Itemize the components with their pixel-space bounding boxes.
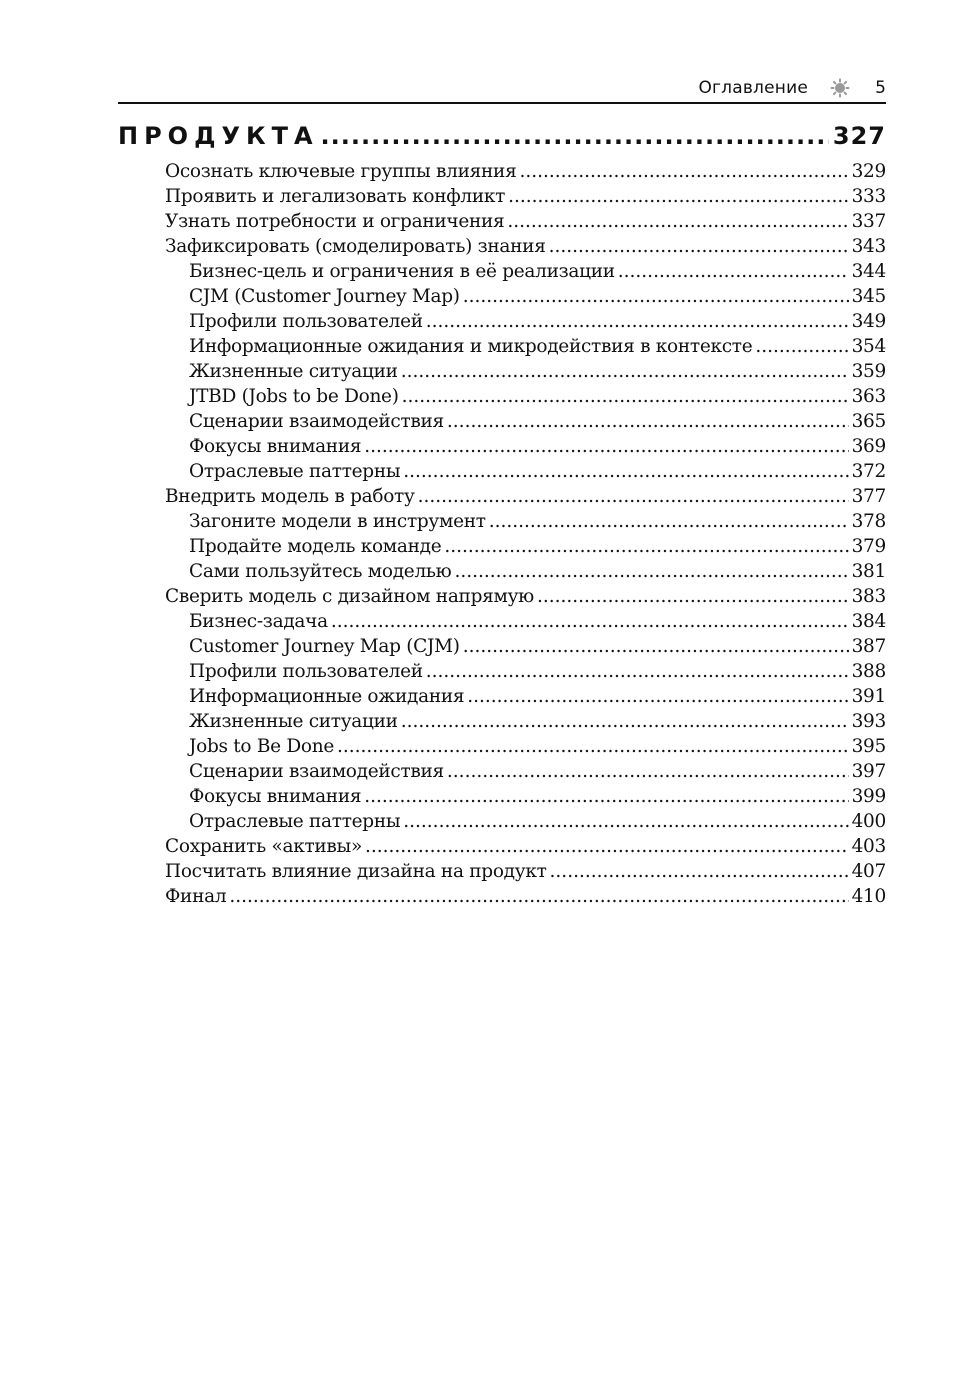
toc-entry[interactable] <box>165 884 886 909</box>
dot-leader <box>444 534 848 559</box>
dot-leader <box>331 609 849 634</box>
dot-leader <box>463 284 849 309</box>
toc-entry-title: Внедрить модель в работу <box>165 486 415 507</box>
toc-entry[interactable] <box>189 809 886 834</box>
dot-leader <box>549 234 849 259</box>
toc-entry[interactable] <box>189 559 886 584</box>
dot-leader <box>426 659 849 684</box>
dot-leader <box>489 509 849 534</box>
toc-entry-title: Зафиксировать (смоделировать) знания <box>165 236 546 257</box>
toc-entry-title: Проявить и легализовать конфликт <box>165 186 506 207</box>
dot-leader <box>337 734 849 759</box>
toc-entry[interactable] <box>189 509 886 534</box>
toc-entry-page: 329 <box>851 161 886 182</box>
toc-entry[interactable] <box>189 784 886 809</box>
dot-leader <box>401 359 849 384</box>
dot-leader <box>618 259 849 284</box>
toc-entry[interactable] <box>189 759 886 784</box>
toc-entry[interactable] <box>165 184 886 209</box>
dot-leader <box>507 209 848 234</box>
toc-entry-title: Профили пользователей <box>189 311 423 332</box>
toc-entry-page: 397 <box>851 761 886 782</box>
toc-entry-title: Фокусы внимания <box>189 436 362 457</box>
toc-entry-page: 388 <box>851 661 886 682</box>
toc-entry-title: Жизненные ситуации <box>189 361 398 382</box>
toc-entry-title: Бизнес-цель и ограничения в её реализации <box>189 261 615 282</box>
toc-entry-page: 403 <box>851 836 886 857</box>
toc-entry-title: JTBD (Jobs to be Done) <box>189 386 399 407</box>
toc-entry-page: 395 <box>851 736 886 757</box>
toc-entry[interactable] <box>189 284 886 309</box>
toc-entry[interactable] <box>165 484 886 509</box>
toc-entry-page: 337 <box>851 211 886 232</box>
toc-entry-title: Продайте модель команде <box>189 536 442 557</box>
dot-leader <box>447 759 849 784</box>
toc-entry-title: Сценарии взаимодействия <box>189 761 444 782</box>
toc-entry[interactable] <box>189 534 886 559</box>
toc-entry-title: Жизненные ситуации <box>189 711 398 732</box>
part-title: ПРОДУКТА <box>118 122 319 150</box>
toc-entry-title: Сохранить «активы» <box>165 836 362 857</box>
dot-leader <box>418 484 849 509</box>
toc-entry[interactable] <box>189 409 886 434</box>
toc-entry-page: 377 <box>851 486 886 507</box>
dot-leader <box>467 684 848 709</box>
toc-entry-page: 333 <box>851 186 886 207</box>
toc-entry[interactable] <box>165 834 886 859</box>
toc-entry[interactable] <box>189 709 886 734</box>
toc-entry-title: Отраслевые паттерны <box>189 811 401 832</box>
toc-entry-page: 345 <box>851 286 886 307</box>
toc-entry-title: Фокусы внимания <box>189 786 362 807</box>
dot-leader <box>508 184 848 209</box>
toc-entry-title: Информационные ожидания и микродействия в контексте <box>189 336 753 357</box>
toc-entry-page: 349 <box>851 311 886 332</box>
dot-leader <box>321 122 829 150</box>
sun-icon <box>830 78 850 98</box>
toc-entry-title: Финал <box>165 886 227 907</box>
page-number: 5 <box>875 78 886 98</box>
toc-entry-page: 387 <box>851 636 886 657</box>
running-header-title: Оглавление <box>698 78 808 98</box>
toc-entry-title: CJM (Customer Journey Map) <box>189 286 460 307</box>
toc-entry-title: Отраслевые паттерны <box>189 461 401 482</box>
toc-entry[interactable] <box>165 209 886 234</box>
toc-entry[interactable] <box>189 459 886 484</box>
running-header <box>118 76 886 104</box>
toc-entry-title: Посчитать влияние дизайна на продукт <box>165 861 547 882</box>
toc-entry[interactable] <box>189 684 886 709</box>
dot-leader <box>364 784 848 809</box>
dot-leader <box>550 859 849 884</box>
dot-leader <box>365 834 849 859</box>
part-page-number: 327 <box>832 122 886 150</box>
toc-entry-page: 393 <box>851 711 886 732</box>
toc-entry[interactable] <box>165 159 886 184</box>
toc-entry-page: 381 <box>851 561 886 582</box>
toc-entry[interactable] <box>189 309 886 334</box>
toc-entry[interactable] <box>189 734 886 759</box>
toc-entry-title: Бизнес-задача <box>189 611 328 632</box>
toc-entry-page: 391 <box>851 686 886 707</box>
dot-leader <box>537 584 849 609</box>
toc-entry-page: 369 <box>851 436 886 457</box>
toc-entry-page: 407 <box>851 861 886 882</box>
toc-entry[interactable] <box>189 334 886 359</box>
dot-leader <box>426 309 849 334</box>
toc-entry-page: 400 <box>851 811 886 832</box>
toc-entry-page: 383 <box>851 586 886 607</box>
toc-entry-page: 344 <box>851 261 886 282</box>
toc-entry-title: Информационные ожидания <box>189 686 465 707</box>
toc-entry-title: Сверить модель с дизайном напрямую <box>165 586 534 607</box>
dot-leader <box>364 434 848 459</box>
toc-entry-title: Осознать ключевые группы влияния <box>165 161 517 182</box>
toc-entry-title: Загоните модели в инструмент <box>189 511 486 532</box>
toc-entry-page: 363 <box>851 386 886 407</box>
dot-leader <box>403 809 848 834</box>
toc-entry[interactable] <box>165 859 886 884</box>
dot-leader <box>402 384 849 409</box>
toc-entry-title: Customer Journey Map (CJM) <box>189 636 460 657</box>
dot-leader <box>519 159 848 184</box>
dot-leader <box>454 559 848 584</box>
toc-entry-page: 365 <box>851 411 886 432</box>
toc-entry-page: 354 <box>851 336 886 357</box>
toc-entry-title: Jobs to Be Done <box>189 736 334 757</box>
toc-entry-title: Профили пользователей <box>189 661 423 682</box>
toc-entry-title: Узнать потребности и ограничения <box>165 211 505 232</box>
dot-leader <box>229 884 848 909</box>
toc-entry-page: 384 <box>851 611 886 632</box>
toc-entry[interactable] <box>189 259 886 284</box>
dot-leader <box>447 409 849 434</box>
toc-entry[interactable] <box>165 234 886 259</box>
toc-entry[interactable] <box>189 609 886 634</box>
toc-entry-title: Сами пользуйтесь моделью <box>189 561 452 582</box>
dot-leader <box>401 709 849 734</box>
toc-entry[interactable] <box>189 359 886 384</box>
toc-entry-page: 410 <box>851 886 886 907</box>
toc-entry[interactable] <box>189 659 886 684</box>
toc-entry[interactable] <box>189 634 886 659</box>
toc-entry-title: Сценарии взаимодействия <box>189 411 444 432</box>
toc-entry[interactable] <box>189 434 886 459</box>
dot-leader <box>403 459 848 484</box>
toc-entry-page: 359 <box>851 361 886 382</box>
toc-entry-page: 343 <box>851 236 886 257</box>
toc-entry-page: 372 <box>851 461 886 482</box>
toc-part-heading[interactable] <box>118 122 886 156</box>
toc-entry[interactable] <box>165 584 886 609</box>
toc-entry-page: 399 <box>851 786 886 807</box>
dot-leader <box>755 334 848 359</box>
toc-entry-page: 379 <box>851 536 886 557</box>
dot-leader <box>463 634 849 659</box>
toc-entry[interactable] <box>189 384 886 409</box>
toc-entry-page: 378 <box>851 511 886 532</box>
